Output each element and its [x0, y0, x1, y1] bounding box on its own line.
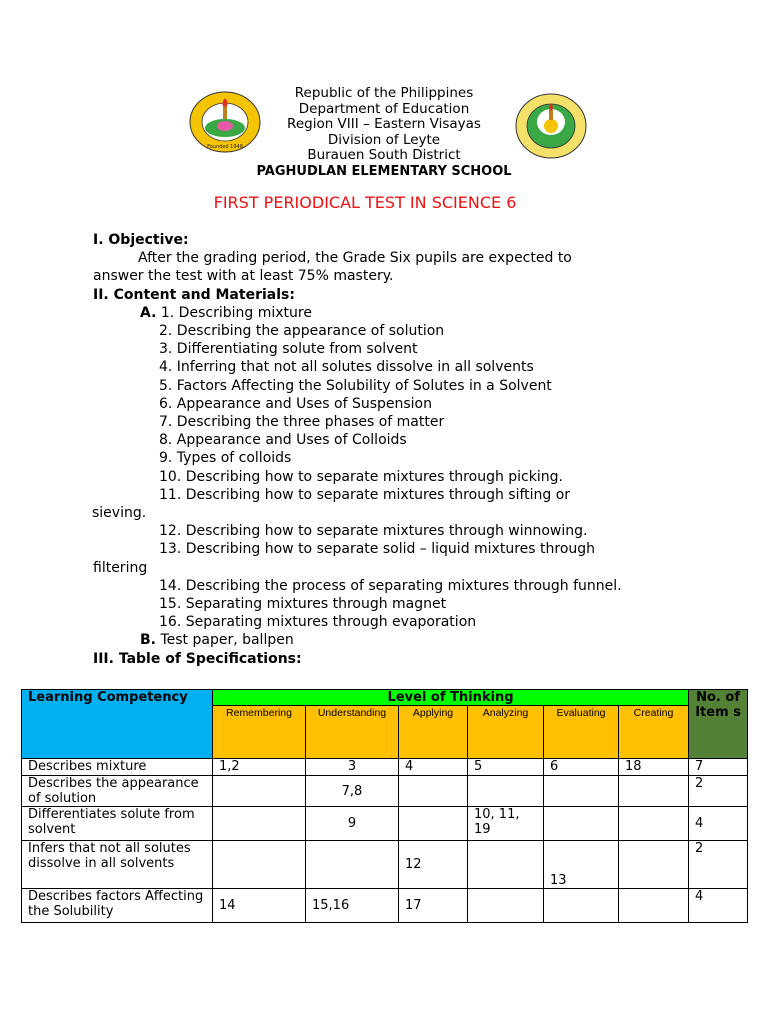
header-line: Burauen South District: [307, 147, 461, 164]
content-item: 14. Describing the process of separating mixtures through funnel.: [159, 577, 622, 594]
document-body: [93, 231, 733, 668]
specifications-table: [21, 689, 748, 923]
items-count-cell: 2: [689, 841, 748, 889]
item-cell: [399, 807, 468, 841]
test-title: FIRST PERIODICAL TEST IN SCIENCE 6: [213, 193, 517, 212]
item-cell: 4: [399, 759, 468, 776]
item-cell: [468, 776, 544, 807]
header-line: Division of Leyte: [327, 131, 441, 148]
items-count-cell: 2: [689, 776, 748, 807]
learning-competency-header: Learning Competency: [22, 690, 213, 759]
content-item: 12. Describing how to separate mixtures through winnowing.: [159, 523, 588, 540]
item-cell: [468, 841, 544, 889]
header-line: Region VIII – Eastern Visayas: [287, 116, 481, 133]
table-row: [22, 841, 748, 889]
content-item-continuation: sieving.: [92, 505, 147, 522]
competency-cell: Describes the appearance of solution: [22, 776, 213, 807]
item-cell: [213, 776, 306, 807]
objective-heading: I. Objective:: [93, 232, 189, 248]
content-item: 11. Describing how to separate mixtures through sifting or: [159, 486, 571, 503]
content-item-text: Test paper, ballpen: [160, 632, 294, 649]
item-cell: [468, 889, 544, 923]
svg-text:Founded 1948: Founded 1948: [207, 144, 243, 150]
content-item: [93, 304, 733, 322]
item-cell: [213, 841, 306, 889]
level-header: Understanding: [306, 706, 399, 759]
item-cell: 3: [306, 759, 399, 776]
item-cell: 1,2: [213, 759, 306, 776]
header-line: Department of Education: [298, 100, 470, 117]
objective-text: After the grading period, the Grade Six pupils are expected to: [138, 250, 572, 267]
item-cell: [399, 776, 468, 807]
items-count-cell: 4: [689, 807, 748, 841]
item-cell: [306, 841, 399, 889]
item-cell: 10, 11, 19: [468, 807, 544, 841]
table-row: [22, 776, 748, 807]
item-cell: 5: [468, 759, 544, 776]
header-line: Republic of the Philippines: [294, 85, 474, 101]
item-cell: 9: [306, 807, 399, 841]
competency-cell: Describes mixture: [22, 759, 213, 776]
content-item: 5. Factors Affecting the Solubility of Solutes in a Solvent: [159, 377, 552, 394]
item-cell: 13: [544, 841, 619, 889]
competency-cell: Infers that not all solutes dissolve in all solvents: [22, 841, 213, 889]
content-item: 8. Appearance and Uses of Colloids: [159, 432, 407, 449]
document-header: [0, 86, 768, 180]
competency-cell: Differentiates solute from solvent: [22, 807, 213, 841]
item-cell: 6: [544, 759, 619, 776]
content-item: 4. Inferring that not all solutes dissolve in all solvents: [159, 359, 534, 376]
table-row: [22, 807, 748, 841]
item-cell: 18: [619, 759, 689, 776]
level-header: Analyzing: [468, 706, 544, 759]
content-item: 6. Appearance and Uses of Suspension: [159, 395, 432, 412]
table-row: [22, 759, 748, 776]
level-header: Remembering: [213, 706, 306, 759]
content-heading: II. Content and Materials:: [93, 286, 295, 303]
items-count-cell: 7: [689, 759, 748, 776]
item-cell: [544, 776, 619, 807]
item-cell: 12: [399, 841, 468, 889]
items-count-cell: 4: [689, 889, 748, 923]
content-item-continuation: filtering: [93, 559, 148, 576]
item-cell: [619, 776, 689, 807]
level-header: Evaluating: [544, 706, 619, 759]
objective-text: answer the test with at least 75% mastery.: [93, 268, 394, 285]
item-cell: 7,8: [306, 776, 399, 807]
level-of-thinking-header: Level of Thinking: [213, 690, 689, 706]
level-header: Creating: [619, 706, 689, 759]
content-item: 3. Differentiating solute from solvent: [159, 341, 418, 358]
item-cell: [544, 889, 619, 923]
tos-heading: III. Table of Specifications:: [93, 650, 302, 667]
number-of-items-header: No. of Item s: [689, 690, 748, 759]
item-cell: [619, 807, 689, 841]
item-cell: 17: [399, 889, 468, 923]
content-item: 7. Describing the three phases of matter: [159, 414, 445, 431]
content-b-label: B.: [140, 632, 156, 649]
school-name: PAGHUDLAN ELEMENTARY SCHOOL: [256, 163, 512, 179]
table-row: [22, 889, 748, 923]
item-cell: [619, 889, 689, 923]
content-item: 13. Describing how to separate solid – liquid mixtures through: [159, 541, 596, 558]
content-item: [93, 631, 733, 649]
item-cell: 14: [213, 889, 306, 923]
content-item: 10. Describing how to separate mixtures through picking.: [159, 468, 563, 485]
content-item-text: 1. Describing mixture: [160, 304, 312, 321]
item-cell: [213, 807, 306, 841]
content-item: 15. Separating mixtures through magnet: [159, 596, 447, 613]
item-cell: [619, 841, 689, 889]
item-cell: 15,16: [306, 889, 399, 923]
content-a-label: A.: [140, 304, 157, 321]
content-item: 9. Types of colloids: [159, 450, 292, 467]
content-item: 2. Describing the appearance of solution: [159, 323, 445, 340]
competency-cell: Describes factors Affecting the Solubility: [22, 889, 213, 923]
content-item: 16. Separating mixtures through evaporation: [159, 614, 477, 631]
item-cell: [544, 807, 619, 841]
level-header: Applying: [399, 706, 468, 759]
